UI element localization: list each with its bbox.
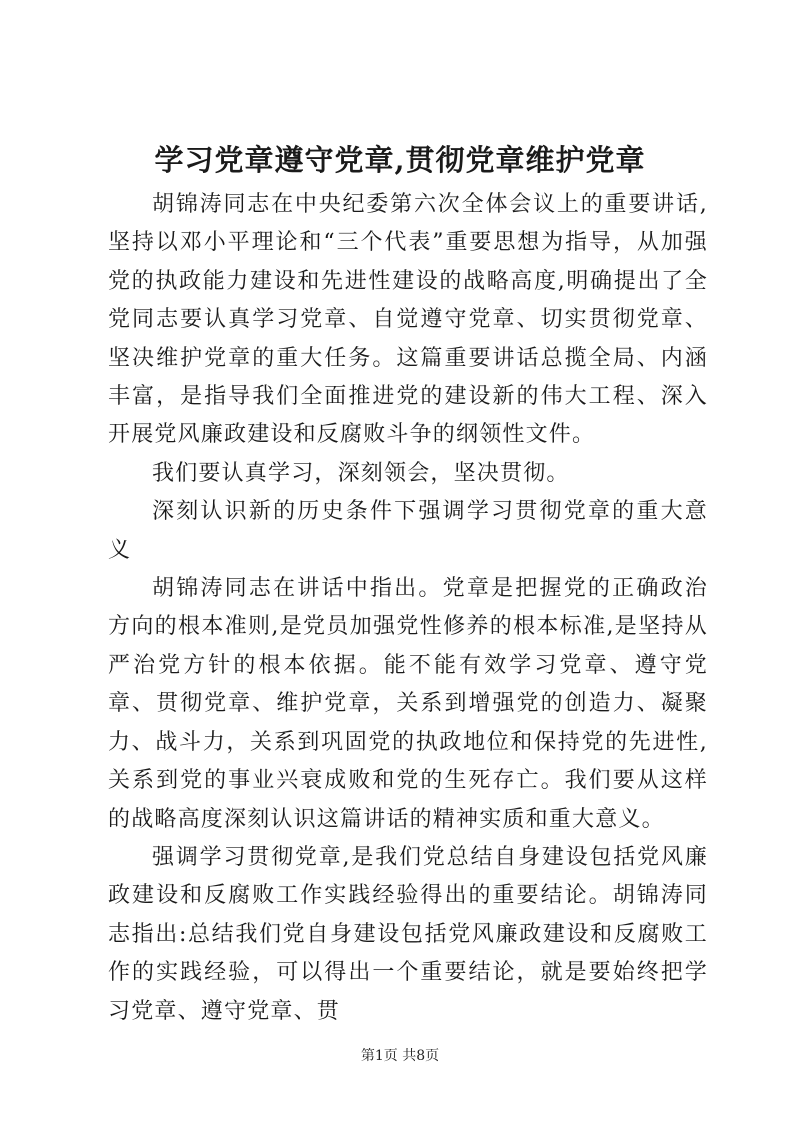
paragraph: 胡锦涛同志在讲话中指出。党章是把握党的正确政治方向的根本准则,是党员加强党性修养的根本标准,是坚持从严治党方针的根本依据。能不能有效学习党章、遵守党章、贯彻党章、维护党章，关系到增强党的创造力、凝聚力、战斗力，关系到巩固党的执政地位和保持党的先进性,关系到党的事业兴衰成败和党的生死存亡。我们要从这样的战略高度深刻认识这篇讲话的精神实质和重大意义。: [108, 576, 708, 832]
paragraph: 胡锦涛同志在中央纪委第六次全体会议上的重要讲话,坚持以邓小平理论和“三个代表”重要思想为指导，从加强党的执政能力建设和先进性建设的战略高度,明确提出了全党同志要认真学习党章、自觉遵守党章、切实贯彻党章、坚决维护党章的重大任务。这篇重要讲话总揽全局、内涵丰富，是指导我们全面推进党的建设新的伟大工程、深入开展党风廉政建设和反腐败斗争的纲领性文件。: [108, 192, 708, 448]
paragraph: 深刻认识新的历史条件下强调学习贯彻党章的重大意义: [108, 499, 708, 563]
page-footer: 第1页 共8页: [360, 1048, 440, 1064]
paragraph: 强调学习贯彻党章,是我们党总结自身建设包括党风廉政建设和反腐败工作实践经验得出的重要结论。胡锦涛同志指出:总结我们党自身建设包括党风廉政建设和反腐败工作的实践经验，可以得出一个重要结论，就是要始终把学习党章、遵守党章、贯: [108, 844, 708, 1024]
paragraph: 我们要认真学习，深刻领会，坚决贯彻。: [152, 460, 570, 486]
document-body: [108, 186, 708, 1031]
document-title: 学习党章遵守党章,贯彻党章维护党章: [154, 143, 646, 177]
